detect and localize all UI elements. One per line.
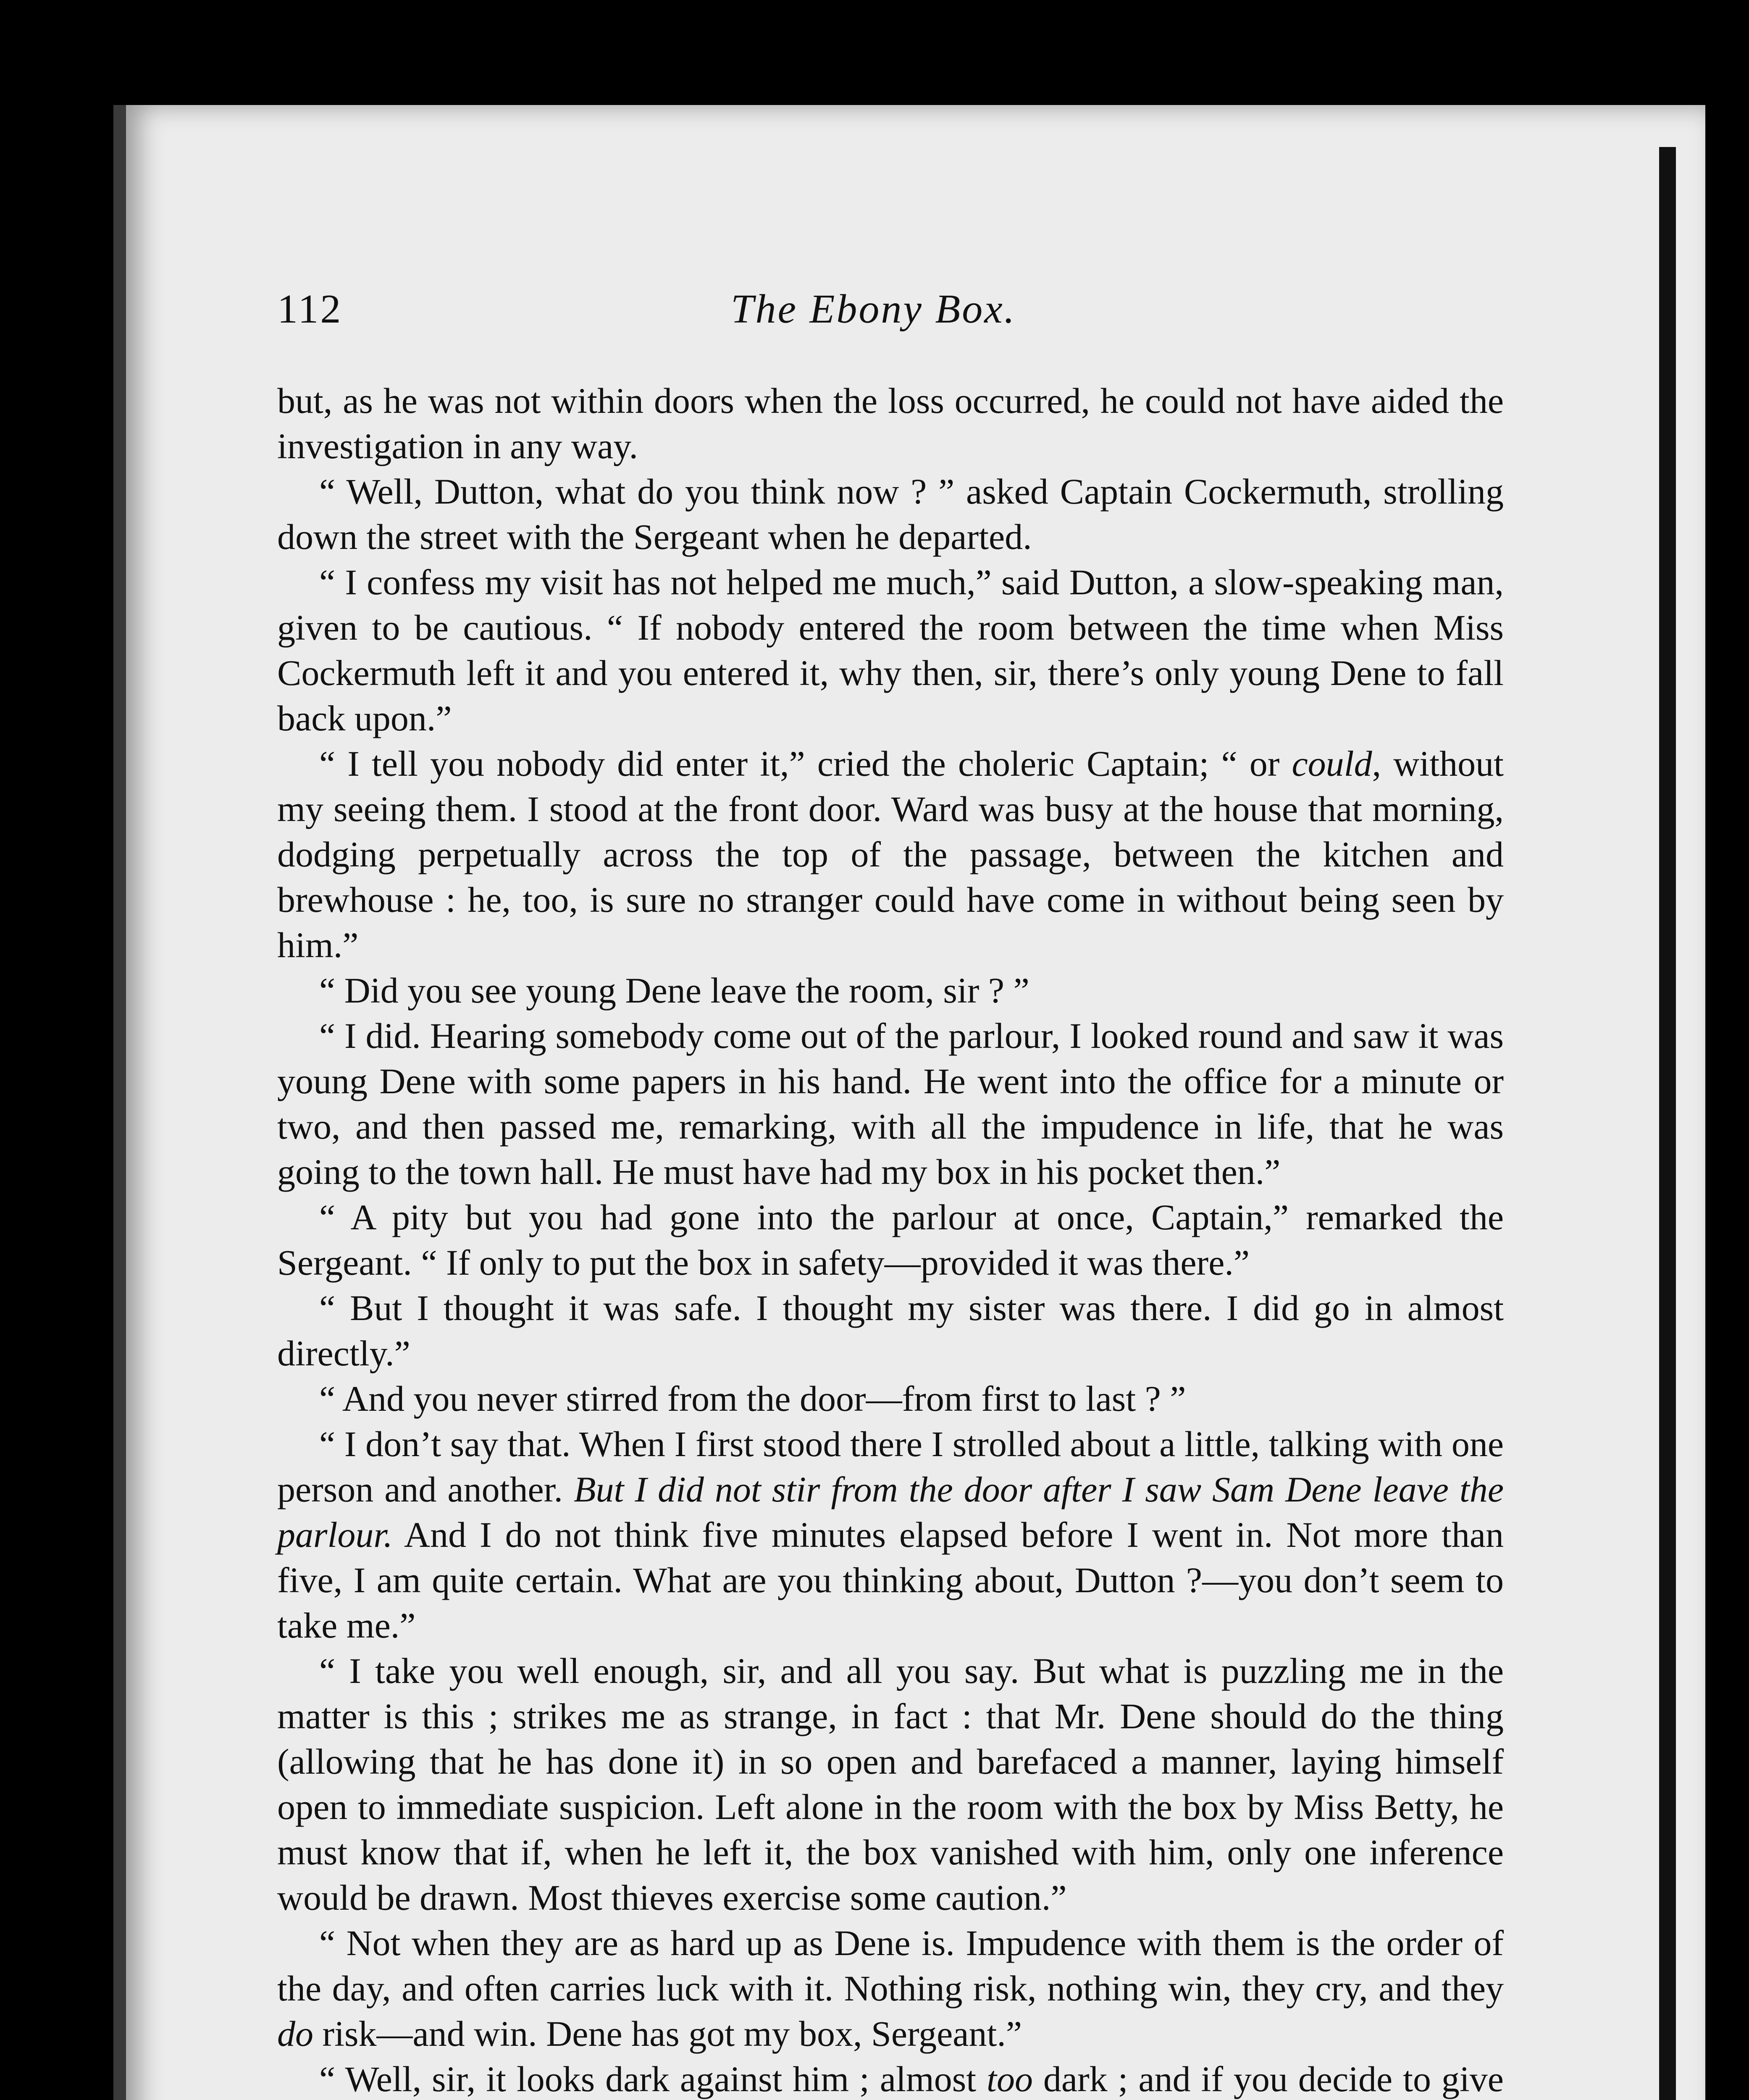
paragraph	[277, 1920, 1504, 2056]
paragraph-text: And I do not think five minutes elapsed before I went in. Not more than five, I am quite certain. What are you thinking about, Dutton ?—you don’t seem to take me.”	[277, 1515, 1504, 1646]
paragraph	[277, 378, 1504, 469]
running-head	[277, 286, 1516, 353]
paragraph-text: “ A pity but you had gone into the parlour at once, Captain,” remarked the Sergeant. “ If only to put the box in safety—provided it was there.”	[277, 1197, 1504, 1283]
paragraph-text: “ I did. Hearing somebody come out of the parlour, I looked round and saw it was young Dene with some papers in his hand. He went into the office for a minute or two, and then passed me, remarking, with all the impudence in life, that he was going to the town hall. He must have had my box in his pocket then.”	[277, 1016, 1504, 1192]
italic-emphasis: too	[987, 2059, 1033, 2099]
paragraph-text: “ I take you well enough, sir, and all you say. But what is puzzling me in the matter is this ; strikes me as strange, in fact : that Mr. Dene should do the thing (allowing that he has done it) in so open and barefaced a manner, laying himself open to immediate suspicion. Left alone in the room with the box by Miss Betty, he must know that if, when he left it, the box vanished with him, only one inference would be drawn. Most thieves exercise some caution.”	[277, 1651, 1504, 1918]
paragraph-text: but, as he was not within doors when the loss occurred, he could not have aided the investigation in any way.	[277, 381, 1504, 466]
paragraph	[277, 1648, 1504, 1920]
paragraph	[277, 1194, 1504, 1285]
paragraph-text: “ And you never stirred from the door—from first to last ? ”	[319, 1378, 1186, 1419]
italic-emphasis: do	[277, 2013, 313, 2054]
paragraph-text: “ Did you see young Dene leave the room, sir ? ”	[319, 970, 1029, 1011]
italic-emphasis: But I did not stir from the door after I saw Sam Dene leave the parlour.	[277, 1469, 1504, 1555]
paragraph-text: dark ; and if you decide to give	[1043, 2059, 1504, 2099]
paragraph-text: “ Well, sir, it looks dark against him ; almost	[319, 2059, 987, 2099]
paragraph-text: “ Well, Dutton, what do you think now ? ” asked Captain Cockermuth, strolling down the street with the Sergeant when he departed.	[277, 471, 1504, 557]
page-number: 112	[277, 286, 343, 332]
body-text	[277, 378, 1504, 2100]
paragraph	[277, 968, 1504, 1013]
paragraph	[277, 1421, 1504, 1648]
paragraph-text: “ Not when they are as hard up as Dene is. Impudence with them is the order of the day, and often carries luck with it. Nothing risk, nothing win, they cry, and they	[277, 1923, 1504, 2008]
paragraph	[277, 2056, 1504, 2100]
paragraph	[277, 1376, 1504, 1421]
paragraph	[277, 741, 1504, 968]
paragraph-text: “ I don’t say that. When I first stood there I strolled about a little, talking with one person and another.	[277, 1424, 1504, 1509]
paragraph	[277, 559, 1504, 741]
paragraph	[277, 469, 1504, 559]
paragraph-text: “ I tell you nobody did enter it,” cried the choleric Captain; “ or	[319, 743, 1292, 784]
paragraph-text: “ But I thought it was safe. I thought my sister was there. I did go in almost directly.”	[277, 1288, 1504, 1373]
paragraph	[277, 1285, 1504, 1376]
paragraph-text: “ I confess my visit has not helped me much,” said Dutton, a slow-speaking man, given to be cautious. “ If nobody entered the room between the time when Miss Cockermuth left it and you entered it, why then, sir, there’s only young Dene to fall back upon.”	[277, 562, 1504, 738]
running-title: The Ebony Box.	[731, 286, 1016, 332]
paragraph	[277, 1013, 1504, 1194]
page-edge-shadow	[1659, 147, 1676, 2100]
italic-emphasis: could	[1292, 743, 1372, 784]
paragraph-text: risk—and win. Dene has got my box, Sergeant.”	[313, 2013, 1022, 2054]
paragraph-text: , without my seeing them. I stood at the front door. Ward was busy at the house that morning, dodging perpetually across the top of the passage, between the kitchen and brewhouse : he, too, is sure no stranger could have come in without being seen by him.”	[277, 743, 1504, 965]
